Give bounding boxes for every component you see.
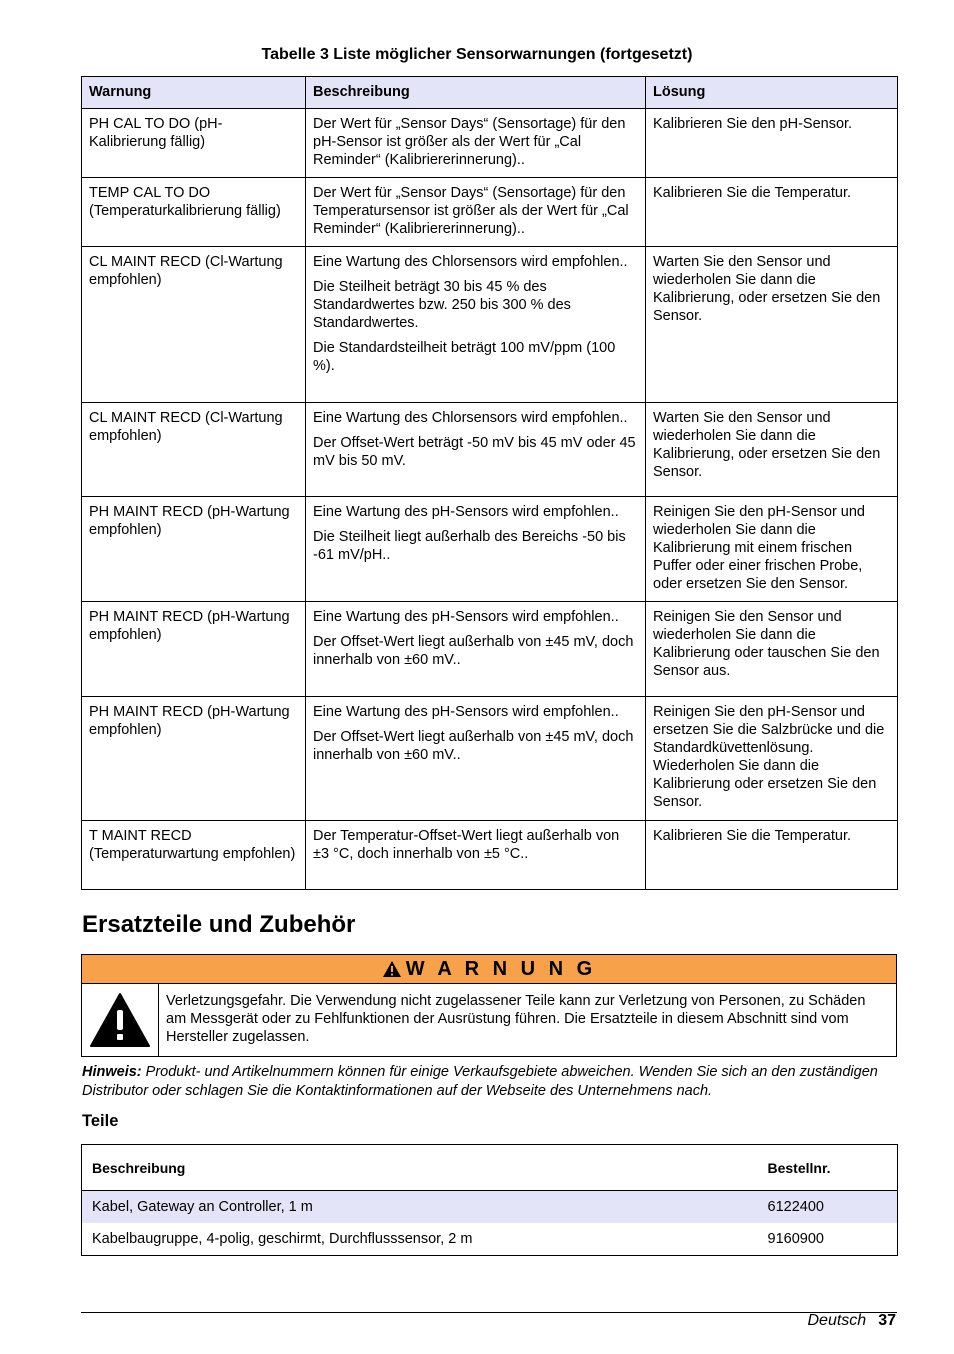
part-description: Kabel, Gateway an Controller, 1 m	[82, 1191, 758, 1224]
description-paragraph: Eine Wartung des Chlorsensors wird empfohlen..	[313, 410, 628, 426]
solution-cell: Reinigen Sie den pH-Sensor und wiederholen Sie dann die Kalibrierung mit einem frischen Puffer oder einer frischen Probe, oder ersetzen Sie den Sensor.	[646, 497, 898, 602]
table-row	[82, 178, 898, 247]
table-row	[82, 1223, 898, 1256]
warning-triangle-icon	[89, 992, 151, 1048]
section-title: Ersatzteile und Zubehör	[82, 911, 356, 938]
table-row	[82, 1191, 898, 1224]
solution-cell: Warten Sie den Sensor und wiederholen Sie dann die Kalibrierung, oder ersetzen Sie den Sensor.	[646, 247, 898, 403]
table-caption: Tabelle 3 Liste möglicher Sensorwarnungen (fortgesetzt)	[261, 46, 693, 63]
warning-triangle-icon	[382, 960, 402, 978]
table-row	[82, 697, 898, 821]
description-cell	[306, 403, 646, 497]
solution-cell: Kalibrieren Sie die Temperatur.	[646, 178, 898, 247]
warning-cell: PH MAINT RECD (pH-Wartung empfohlen)	[82, 602, 306, 697]
description-paragraph: Die Standardsteilheit beträgt 100 mV/ppm (100 %).	[313, 340, 616, 374]
part-number: 9160900	[767, 1231, 824, 1247]
warning-cell: T MAINT RECD (Temperaturwartung empfohlen)	[82, 821, 306, 890]
warning-cell: TEMP CAL TO DO (Temperaturkalibrierung fällig)	[82, 178, 306, 247]
warning-header	[82, 955, 896, 984]
description-cell	[306, 697, 646, 821]
column-header-beschreibung: Beschreibung	[306, 77, 646, 109]
column-header-warnung: Warnung	[82, 77, 306, 109]
page-footer	[808, 1312, 897, 1330]
footer-language: Deutsch	[807, 1312, 867, 1329]
warning-cell: PH MAINT RECD (pH-Wartung empfohlen)	[82, 697, 306, 821]
description-paragraph: Der Offset-Wert liegt außerhalb von ±45 mV, doch innerhalb von ±60 mV..	[313, 634, 634, 668]
footer-divider	[81, 1312, 897, 1313]
description-paragraph: Eine Wartung des pH-Sensors wird empfohlen..	[313, 504, 619, 520]
warning-cell: CL MAINT RECD (Cl-Wartung empfohlen)	[82, 403, 306, 497]
table-row	[82, 821, 898, 890]
sensor-warnings-table	[81, 76, 898, 890]
part-number: 6122400	[758, 1191, 898, 1224]
table-header-row	[82, 1145, 898, 1191]
warning-cell: PH MAINT RECD (pH-Wartung empfohlen)	[82, 497, 306, 602]
description-paragraph: Der Temperatur-Offset-Wert liegt außerhalb von ±3 °C, doch innerhalb von ±5 °C..	[313, 828, 620, 862]
description-paragraph: Der Wert für „Sensor Days“ (Sensortage) für den Temperatursensor ist größer als der Wert für „Cal Reminder“ (Kalibriererinnerung)..	[313, 185, 629, 237]
description-paragraph: Eine Wartung des Chlorsensors wird empfohlen..	[313, 254, 628, 270]
description-cell	[306, 178, 646, 247]
column-header-bestellnr: Bestellnr.	[758, 1145, 898, 1191]
description-cell	[306, 109, 646, 178]
parts-table	[81, 1144, 898, 1256]
description-paragraph: Der Offset-Wert beträgt -50 mV bis 45 mV oder 45 mV bis 50 mV.	[313, 435, 636, 469]
part-description: Kabelbaugruppe, 4-polig, geschirmt, Durchflusssensor, 2 m	[92, 1231, 473, 1247]
solution-cell: Reinigen Sie den pH-Sensor und ersetzen Sie die Salzbrücke und die Standardküvettenlösung. Wiederholen Sie dann die Kalibrierung oder ersetzen Sie den Sensor.	[646, 697, 898, 821]
solution-cell: Warten Sie den Sensor und wiederholen Sie dann die Kalibrierung, oder ersetzen Sie den Sensor.	[646, 403, 898, 497]
warning-text: Verletzungsgefahr. Die Verwendung nicht zugelassener Teile kann zur Verletzung von Personen, zu Schäden am Messgerät oder zu Fehlfunktionen der Ausrüstung führen. Die Ersatzteile in diesem Abschnitt sind vom Hersteller zugelassen.	[166, 993, 866, 1045]
description-paragraph: Die Steilheit beträgt 30 bis 45 % des Standardwertes bzw. 250 bis 300 % des Standardwertes.	[313, 279, 571, 331]
warning-label: W A R N U N G	[405, 958, 597, 980]
table-row	[82, 602, 898, 697]
hazard-icon-cell	[82, 984, 159, 1056]
description-paragraph: Die Steilheit liegt außerhalb des Bereichs -50 bis -61 mV/pH..	[313, 529, 626, 563]
column-header-loesung: Lösung	[646, 77, 898, 109]
description-paragraph: Eine Wartung des pH-Sensors wird empfohlen..	[313, 704, 619, 720]
solution-cell: Kalibrieren Sie die Temperatur.	[646, 821, 898, 890]
description-cell	[306, 497, 646, 602]
note-label: Hinweis:	[82, 1064, 142, 1080]
note-text: Produkt- und Artikelnummern können für einige Verkaufsgebiete abweichen. Wenden Sie sich an den zuständigen Distributor oder schlagen Sie die Kontaktinformationen auf der Webseite des Unternehmens nach.	[82, 1064, 878, 1099]
table-header-row	[82, 77, 898, 109]
table-row	[82, 403, 898, 497]
note-paragraph	[82, 1063, 892, 1101]
description-cell	[306, 602, 646, 697]
description-paragraph: Der Offset-Wert liegt außerhalb von ±45 mV, doch innerhalb von ±60 mV..	[313, 729, 634, 763]
parts-heading: Teile	[82, 1112, 119, 1130]
table-row	[82, 497, 898, 602]
solution-cell: Reinigen Sie den Sensor und wiederholen Sie dann die Kalibrierung oder tauschen Sie den Sensor aus.	[646, 602, 898, 697]
solution-cell: Kalibrieren Sie den pH-Sensor.	[646, 109, 898, 178]
column-header-beschreibung: Beschreibung	[82, 1145, 758, 1191]
description-paragraph: Eine Wartung des pH-Sensors wird empfohlen..	[313, 609, 619, 625]
table-row	[82, 109, 898, 178]
description-cell	[306, 247, 646, 403]
table-row	[82, 247, 898, 403]
description-paragraph: Der Wert für „Sensor Days“ (Sensortage) für den pH-Sensor ist größer als der Wert für „Cal Reminder“ (Kalibriererinnerung)..	[313, 116, 626, 168]
warning-cell: CL MAINT RECD (Cl-Wartung empfohlen)	[82, 247, 306, 403]
page-number: 37	[878, 1312, 896, 1329]
warning-cell: PH CAL TO DO (pH-Kalibrierung fällig)	[82, 109, 306, 178]
warning-box	[81, 954, 897, 1057]
description-cell	[306, 821, 646, 890]
